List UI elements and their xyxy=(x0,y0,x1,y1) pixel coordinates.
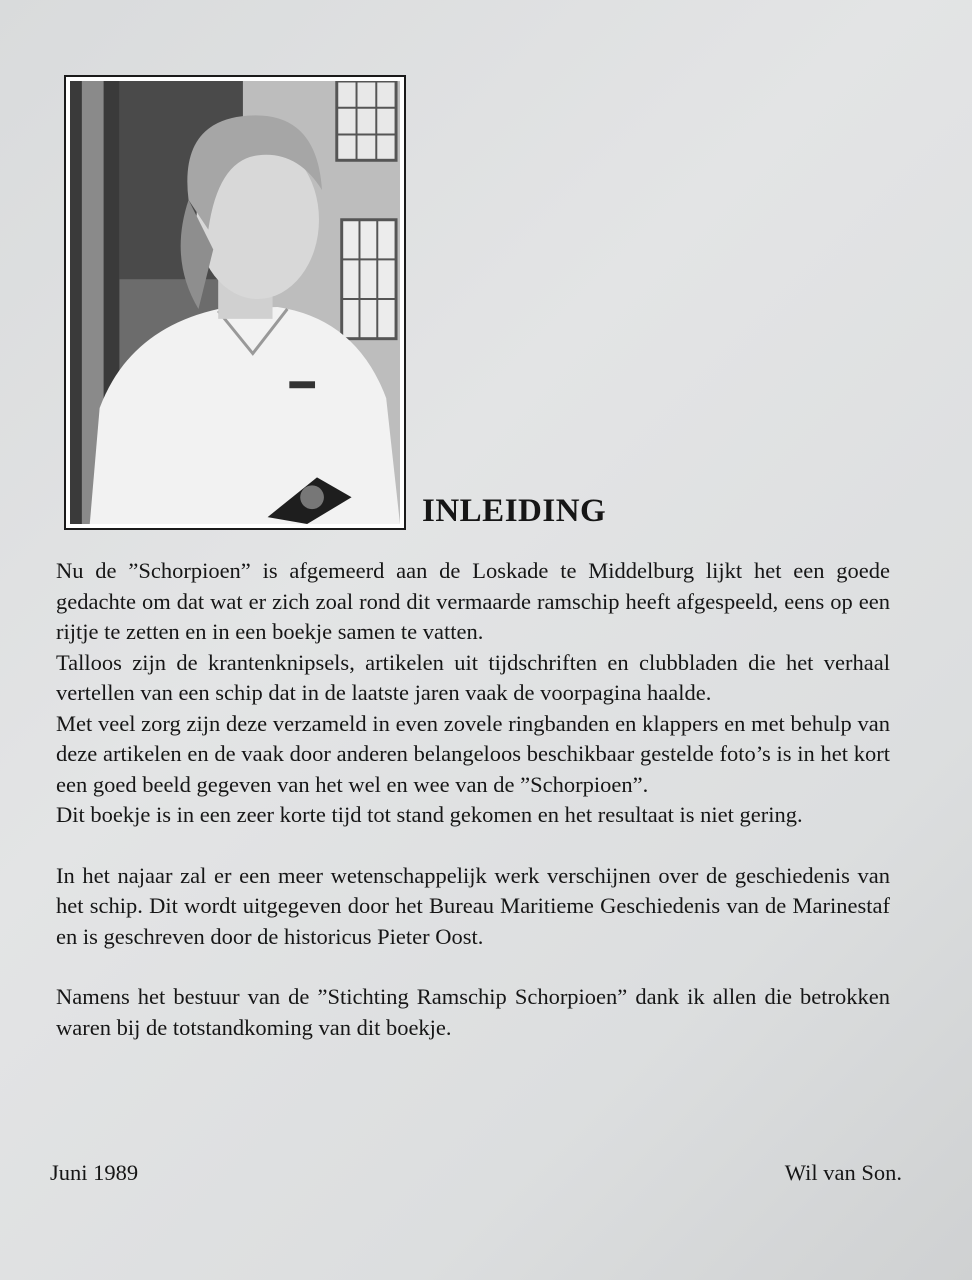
paragraph: Met veel zorg zijn deze verzameld in even zovele ringbanden en klappers en met behulp van deze artikelen en de vaak door anderen belangeloos beschikbaar gestelde foto’s is in het kort een goed beeld gegeven van het wel en wee van de ”Schorpioen”. xyxy=(56,710,890,797)
paragraph: Talloos zijn de krantenknipsels, artikelen uit tijdschriften en clubbladen die het verhaal vertellen van een schip dat in de laatste jaren vaak de voorpagina haalde. xyxy=(56,649,890,705)
paragraph: Dit boekje is in een zeer korte tijd tot stand gekomen en het resultaat is niet gering. xyxy=(56,802,803,827)
page-title: INLEIDING xyxy=(422,493,607,529)
author-portrait xyxy=(64,75,406,530)
signature: Wil van Son. xyxy=(784,1160,902,1185)
paragraph: In het najaar zal er een meer wetenschappelijk werk verschijnen over de geschiedenis van het schip. Dit wordt uitgegeven door het Bureau Maritieme Geschiedenis van de Marinestaf en is geschreven door de historicus Pieter Oost. xyxy=(56,862,890,949)
paragraph: Nu de ”Schorpioen” is afgemeerd aan de Loskade te Middelburg lijkt het een goede gedachte om dat wat er zich zoal rond dit vermaarde ramschip heeft afgespeeld, eens op een rijtje te zetten en in een boekje samen te vatten. xyxy=(56,558,890,644)
date: Juni 1989 xyxy=(50,1160,139,1185)
paragraph: Namens het bestuur van de ”Stichting Ramschip Schorpioen” dank ik allen die betrokken waren bij de totstandkoming van dit boekje. xyxy=(56,984,890,1040)
introduction-text xyxy=(56,556,890,1043)
closing-line xyxy=(50,1160,902,1186)
portrait-image xyxy=(70,81,400,524)
